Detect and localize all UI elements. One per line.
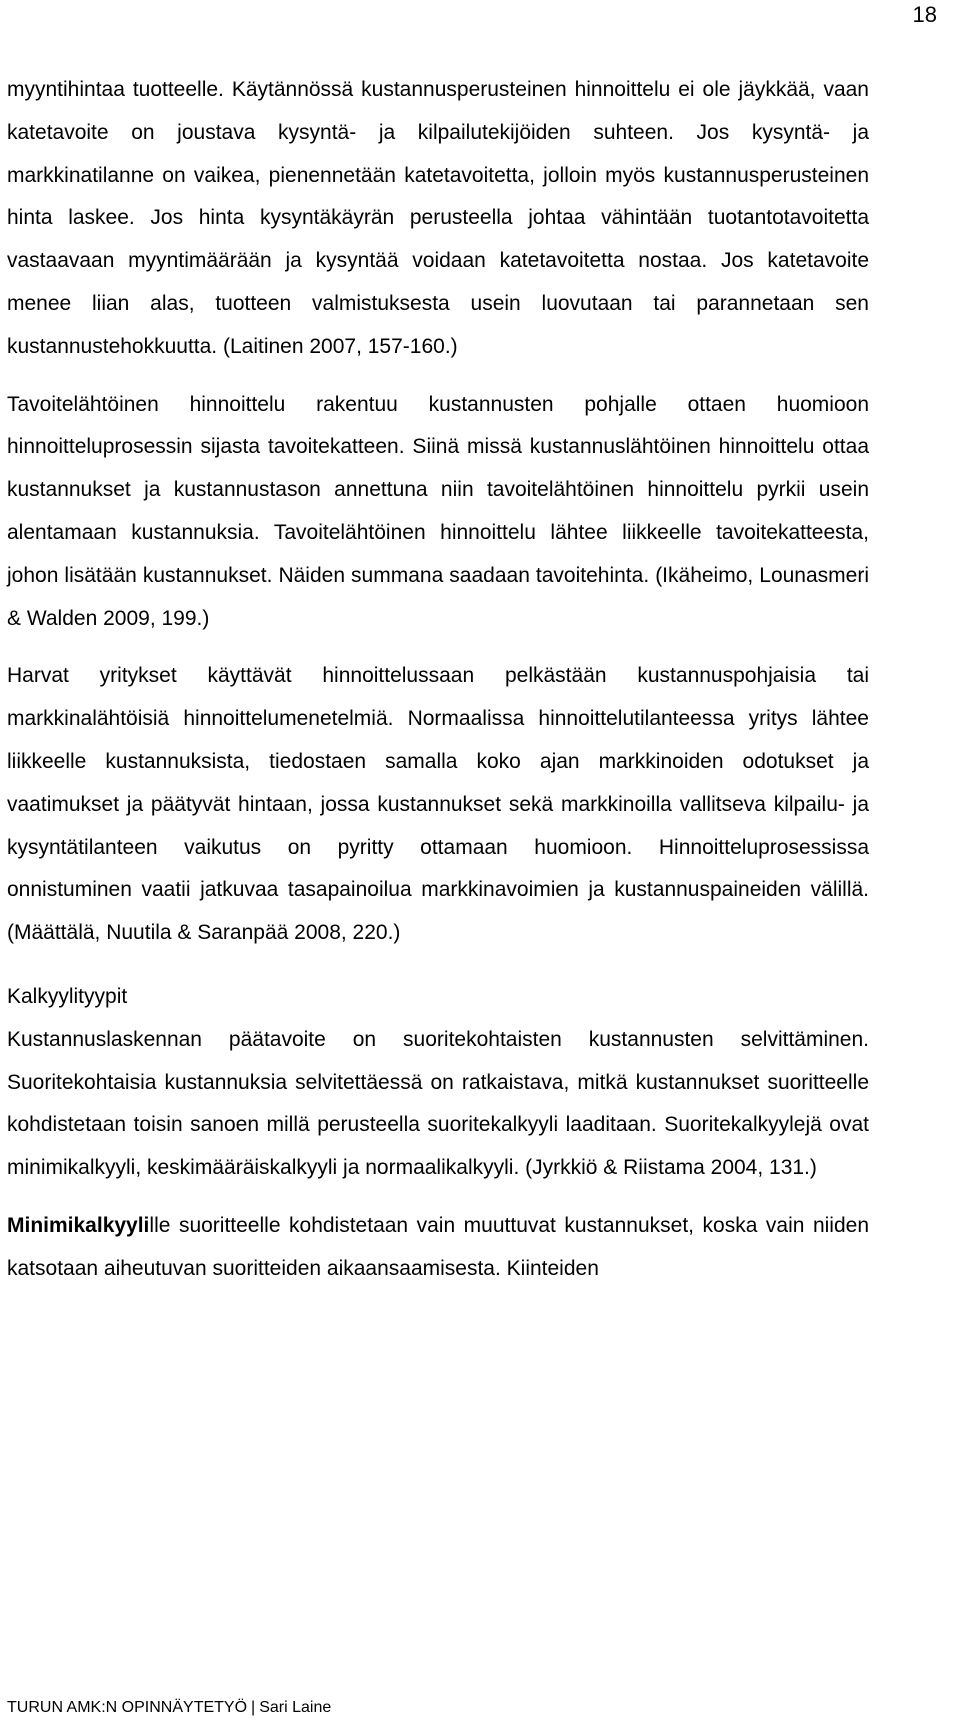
page-body: [7, 69, 869, 1291]
page-footer: [7, 1698, 331, 1718]
paragraph-mixed-pricing: Harvat yritykset käyttävät hinnoittelussaan pelkästään kustannuspohjaisia tai markkinalähtöisiä hinnoittelumenetelmiä. Normaalissa hinnoittelutilanteessa yritys lähtee liikkeelle kustannuksista, tiedostaen samalla koko ajan markkinoiden odotukset ja vaatimukset ja päätyvät hintaan, jossa kustannukset sekä markkinoilla vallitseva kilpailu- ja kysyntätilanteen vaikutus on pyritty ottamaan huomioon. Hinnoitteluprosessissa onnistuminen vaatii jatkuvaa tasapainoilua markkinavoimien ja kustannuspaineiden välillä. (Määttälä, Nuutila & Saranpää 2008, 220.): [7, 664, 869, 945]
footer-separator: |: [251, 1699, 256, 1716]
paragraph-cost-based-pricing: myyntihintaa tuotteelle. Käytännössä kustannusperusteinen hinnoittelu ei ole jäykkää, vaan katetavoite on joustava kysyntä- ja kilpailutekijöiden suhteen. Jos kysyntä- ja markkinatilanne on vaikea, pienennetään katetavoitetta, jolloin myös kustannusperusteinen hinta laskee. Jos hinta kysyntäkäyrän perusteella johtaa vähintään tuotantotavoitetta vastaavaan myyntimäärään ja kysyntää voidaan katetavoitetta nostaa. Jos katetavoite menee liian alas, tuotteen valmistuksesta usein luovutaan tai parannetaan sen kustannustehokkuutta. (Laitinen 2007, 157-160.): [7, 78, 869, 358]
footer-author: Sari Laine: [259, 1699, 332, 1716]
paragraph-text: lle suoritteelle kohdistetaan vain muuttuvat kustannukset, koska vain niiden katsotaan aiheutuvan suoritteiden aikaansaamisesta. Kiinteiden: [7, 1213, 869, 1280]
bold-term: Minimikalkyyli: [7, 1213, 150, 1237]
section-heading: Kalkyylityypit: [7, 984, 128, 1008]
page-number: 18: [912, 2, 937, 27]
paragraph-target-pricing: Tavoitelähtöinen hinnoittelu rakentuu kustannusten pohjalle ottaen huomioon hinnoitteluprosessin sijasta tavoitekatteen. Siinä missä kustannuslähtöinen hinnoittelu ottaa kustannukset ja kustannustason annettuna niin tavoitelähtöinen hinnoittelu pyrkii usein alentamaan kustannuksia. Tavoitelähtöinen hinnoittelu lähtee liikkeelle tavoitekatteesta, johon lisätään kustannukset. Näiden summana saadaan tavoitehinta. (Ikäheimo, Lounasmeri & Walden 2009, 199.): [7, 392, 869, 630]
paragraph-calculation-types: Kustannuslaskennan päätavoite on suoritekohtaisten kustannusten selvittäminen. Suoritekohtaisia kustannuksia selvitettäessä on ratkaistava, mitkä kustannukset suoritteelle kohdistetaan toisin sanoen millä perusteella suoritekalkyyli laaditaan. Suoritekalkyylejä ovat minimikalkyyli, keskimääräiskalkyyli ja normaalikalkyyli. (Jyrkkiö & Riistama 2004, 131.): [7, 1027, 869, 1180]
footer-institution: TURUN AMK:N OPINNÄYTETYÖ: [7, 1699, 248, 1716]
paragraph-minimum-calculation: [7, 1205, 869, 1291]
